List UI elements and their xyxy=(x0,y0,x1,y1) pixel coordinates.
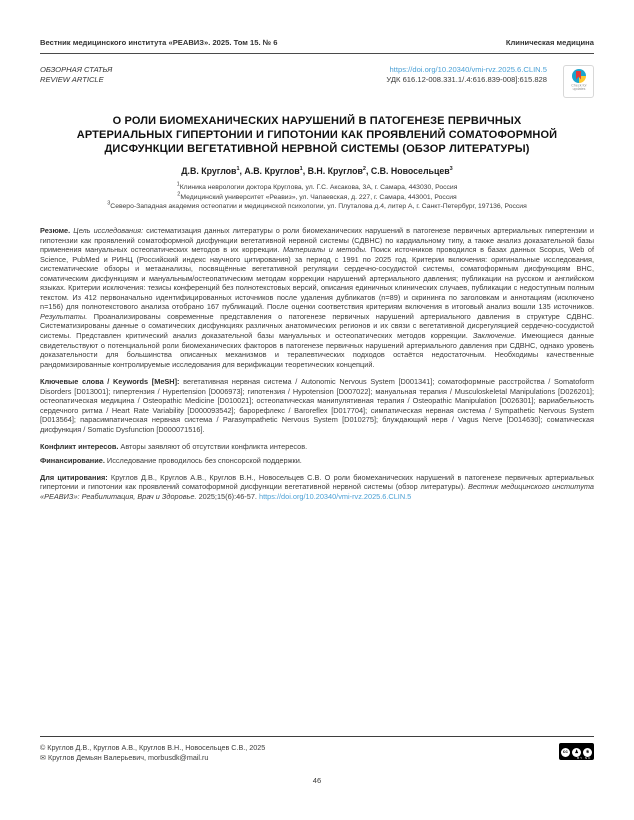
crossmark-label: Check for updates xyxy=(570,84,587,92)
citation-doi-link[interactable]: https://doi.org/10.20340/vmi-rvz.2025.6.CLIN.5 xyxy=(259,491,412,501)
author: С.В. Новосельцев xyxy=(370,166,450,177)
title-line-1: О РОЛИ БИОМЕХАНИЧЕСКИХ НАРУШЕНИЙ В ПАТОГЕНЕЗЕ ПЕРВИЧНЫХ xyxy=(112,115,522,127)
title-line-3: ДИСФУНКЦИИ ВЕГЕТАТИВНОЙ НЕРВНОЙ СИСТЕМЫ (ОБЗОР ЛИТЕРАТУРЫ) xyxy=(104,142,530,155)
affiliation-1: $^1$Клиника неврологии доктора Круглова, ул. Г.С. Аксакова, 3А, г. Самара, 443030, Россия xyxy=(176,182,458,192)
article-title xyxy=(40,115,594,156)
article-type xyxy=(40,65,386,84)
author-affil-ref: 1 xyxy=(236,166,240,173)
contact-line: ✉ Круглов Демьян Валерьевич, morbusdk@mail.ru xyxy=(40,753,209,762)
conflict-of-interest: Конфликт интересов. Авторы заявляют об отсутствии конфликта интересов. xyxy=(40,442,308,452)
running-header xyxy=(40,38,594,54)
article-type-ru: ОБЗОРНАЯ СТАТЬЯ xyxy=(40,65,113,74)
abstract-conclusion-label: Заключение. xyxy=(472,331,517,341)
abstract-label: Резюме. xyxy=(40,226,74,235)
abstract: Резюме. Цель исследования: систематизация данных литературы о роли биомеханических нарушений в патогенезе первичных артериальных гипертензии и гипотензии как проявлений соматоформной дисфункции вегетативной нервной системы (СДВНС) по кардиальному типу, а также анализ доказательной базы применения мануальных остеопатических методов в их коррекции. Материалы и методы. Поиск источников проводился в базах данных Scopus, Web of Science, PubMed и РИНЦ (Российский индекс научного цитирования) за период с 1991 по 2025 год. Критерии включения: оригинальные исследования, систематические обзоры и метаанализы, посвящённые вегетативной регуляции сердечно-сосудистой системы, соматоформным дисфункциям ВНС, соматическим дисфункциям и мануальным/остеопатическим методам коррекции нарушений артериального давления; публикации на русском и английском языках. Критерии исключения: тезисы конференций без полнотекстовых версий, описания единичных клинических случаев, публикации с недоступным полным текстом. Из 412 первоначально идентифицированных источников после удаления дубликатов (n=89) и скрининга по заголовкам и аннотациям (исключено n=156) для полнотекстового анализа отобрано 167 публикаций. После оценки соответствия критериям включения в итоговый анализ вошли 135 источников. Результаты. Проанализированы современные представления о патогенезе первичных нарушений артериального давления в структуре СДВНС. Систематизированы данные о соматических дисфункциях различных анатомических регионов и их связи с вегетативной дисрегуляцией сердечно-сосудистой системы. Представлен критический анализ доказательной базы мануальных и остеопатических методов коррекции. Заключение. Имеющиеся данные свидетельствуют о потенциальной роли биомеханических факторов в патогенезе первичных нарушений артериального давления при СДВНС, однако уровень доказательности для большинства описанных механизмов и терапевтических подходов остаётся недостаточным. Необходимы качественные рандомизированные контролируемые исследования для верификации теоретических концепций. xyxy=(40,226,594,369)
citation-label: Для цитирования: xyxy=(40,472,108,482)
cc-by-nc-badge[interactable] xyxy=(559,743,594,760)
crossmark-icon xyxy=(572,69,586,83)
affiliation-2: $^2$Медицинский университет «Реавиз», ул. Чапаевская, д. 227, г. Самара, 443001, Россия xyxy=(177,191,457,201)
title-line-2: АРТЕРИАЛЬНЫХ ГИПЕРТОНИИ И ГИПОТОНИИ КАК ПРОЯВЛЕНИЙ СОМАТОФОРМНОЙ xyxy=(76,128,558,141)
udc-code: УДК 616.12-008.331.1/.4:616.839-008]:615.828 xyxy=(386,74,547,84)
author: В.Н. Круглов xyxy=(307,166,363,177)
contact-email[interactable]: morbusdk@mail.ru xyxy=(147,753,209,762)
crossmark-badge[interactable] xyxy=(563,65,594,98)
journal-title-italic: Вестник медицинского института «РЕАВИЗ»: Реабилитация, Врач и Здоровье. xyxy=(40,482,595,501)
author-affil-ref: 2 xyxy=(362,166,366,173)
page-footer xyxy=(40,736,594,785)
bookmark-icon xyxy=(576,71,581,80)
section-name: Клиническая медицина xyxy=(505,38,594,47)
author: Д.В. Круглов xyxy=(181,166,237,177)
article-type-en: REVIEW ARTICLE xyxy=(40,74,104,84)
cc-by-person-icon: ♟ xyxy=(572,748,581,757)
footer-credits xyxy=(40,743,265,763)
page-number: 46 xyxy=(312,776,322,785)
envelope-icon: ✉ xyxy=(40,753,47,762)
affiliations xyxy=(40,183,594,211)
citation: Для цитирования: Круглов Д.В., Круглов А.В., Круглов В.Н., Новосельцев С.В. О роли биомеханических нарушений в патогенезе первичных артериальных гипертонии и гипотонии как проявлений соматоформной дисфункции вегетативной нервной системы (обзор литературы). Вестник медицинского института «РЕАВИЗ»: Реабилитация, Врач и Здоровье. 2025;15(6):46-57. https://doi.org/10.20340/vmi-rvz.2025.6.CLIN.5 xyxy=(40,472,595,501)
funding-label: Финансирование. xyxy=(40,456,105,466)
cc-nc-icon: $ xyxy=(583,748,592,757)
author-affil-ref: 3 xyxy=(449,166,453,173)
copyright-line: © Круглов Д.В., Круглов А.В., Круглов В.Н., Новосельцев С.В., 2025 xyxy=(40,743,266,752)
authors-line: Д.В. Круглов$^1$, А.В. Круглов$^1$, В.Н. Круглов$^2$, С.В. Новосельцев$^3$ xyxy=(181,166,453,177)
abstract-results-label: Результаты. xyxy=(40,311,88,321)
abstract-methods-label: Материалы и методы. xyxy=(282,245,368,255)
keywords: Ключевые слова / Keywords [MeSH]: вегетативная нервная система / Autonomic Nervous System [D001341]; соматоформные расстройства / Somatoform Disorders [D013001]; гипертензия / Hypertension [D006973]; гипотензия / Hypotension [D007022]; мануальная терапия / Musculoskeletal Manipulations [D026201]; остеопатическая медицина / Osteopathic Medicine [D010021]; остеопатическая манипулятивная терапия / Osteopathic Manipulation [D026301]; вариабельность сердечного ритма / Heart Rate Variability [D000093542]; барорефлекс / Baroreflex [D017704]; симпатическая нервная система / Sympathetic Nervous System [D013564]; парасимпатическая нервная система / Parasympathetic Nervous System [D010275]; блуждающий нерв / Vagus Nerve [D014630]; соматическая дисфункция / Somatic Dysfunction [D000071516]. xyxy=(40,377,594,434)
affiliation-3: $^3$Северо-Западная академия остеопатии и медицинской психологии, ул. Плуталова д.4, литер А, г. Санкт-Петербург, 197136, Россия xyxy=(107,200,527,210)
keywords-label: Ключевые слова / Keywords [MeSH]: xyxy=(40,377,180,387)
cc-icon: cc xyxy=(561,748,570,757)
conflict-label: Конфликт интересов. xyxy=(40,442,119,452)
doi-block xyxy=(386,65,547,84)
cc-by-nc-label: BY NC xyxy=(576,757,591,760)
funding: Финансирование. Исследование проводилось без спонсорской поддержки. xyxy=(40,456,302,466)
article-meta xyxy=(40,65,594,98)
author-affil-ref: 1 xyxy=(299,166,303,173)
abstract-aim-label: Цель исследования: xyxy=(73,226,147,235)
doi-link[interactable]: https://doi.org/10.20340/vmi-rvz.2025.6.CLIN.5 xyxy=(389,65,547,74)
journal-name: Вестник медицинского института «РЕАВИЗ». 2025. Том 15. № 6 xyxy=(40,38,278,47)
author: А.В. Круглов xyxy=(244,166,300,177)
